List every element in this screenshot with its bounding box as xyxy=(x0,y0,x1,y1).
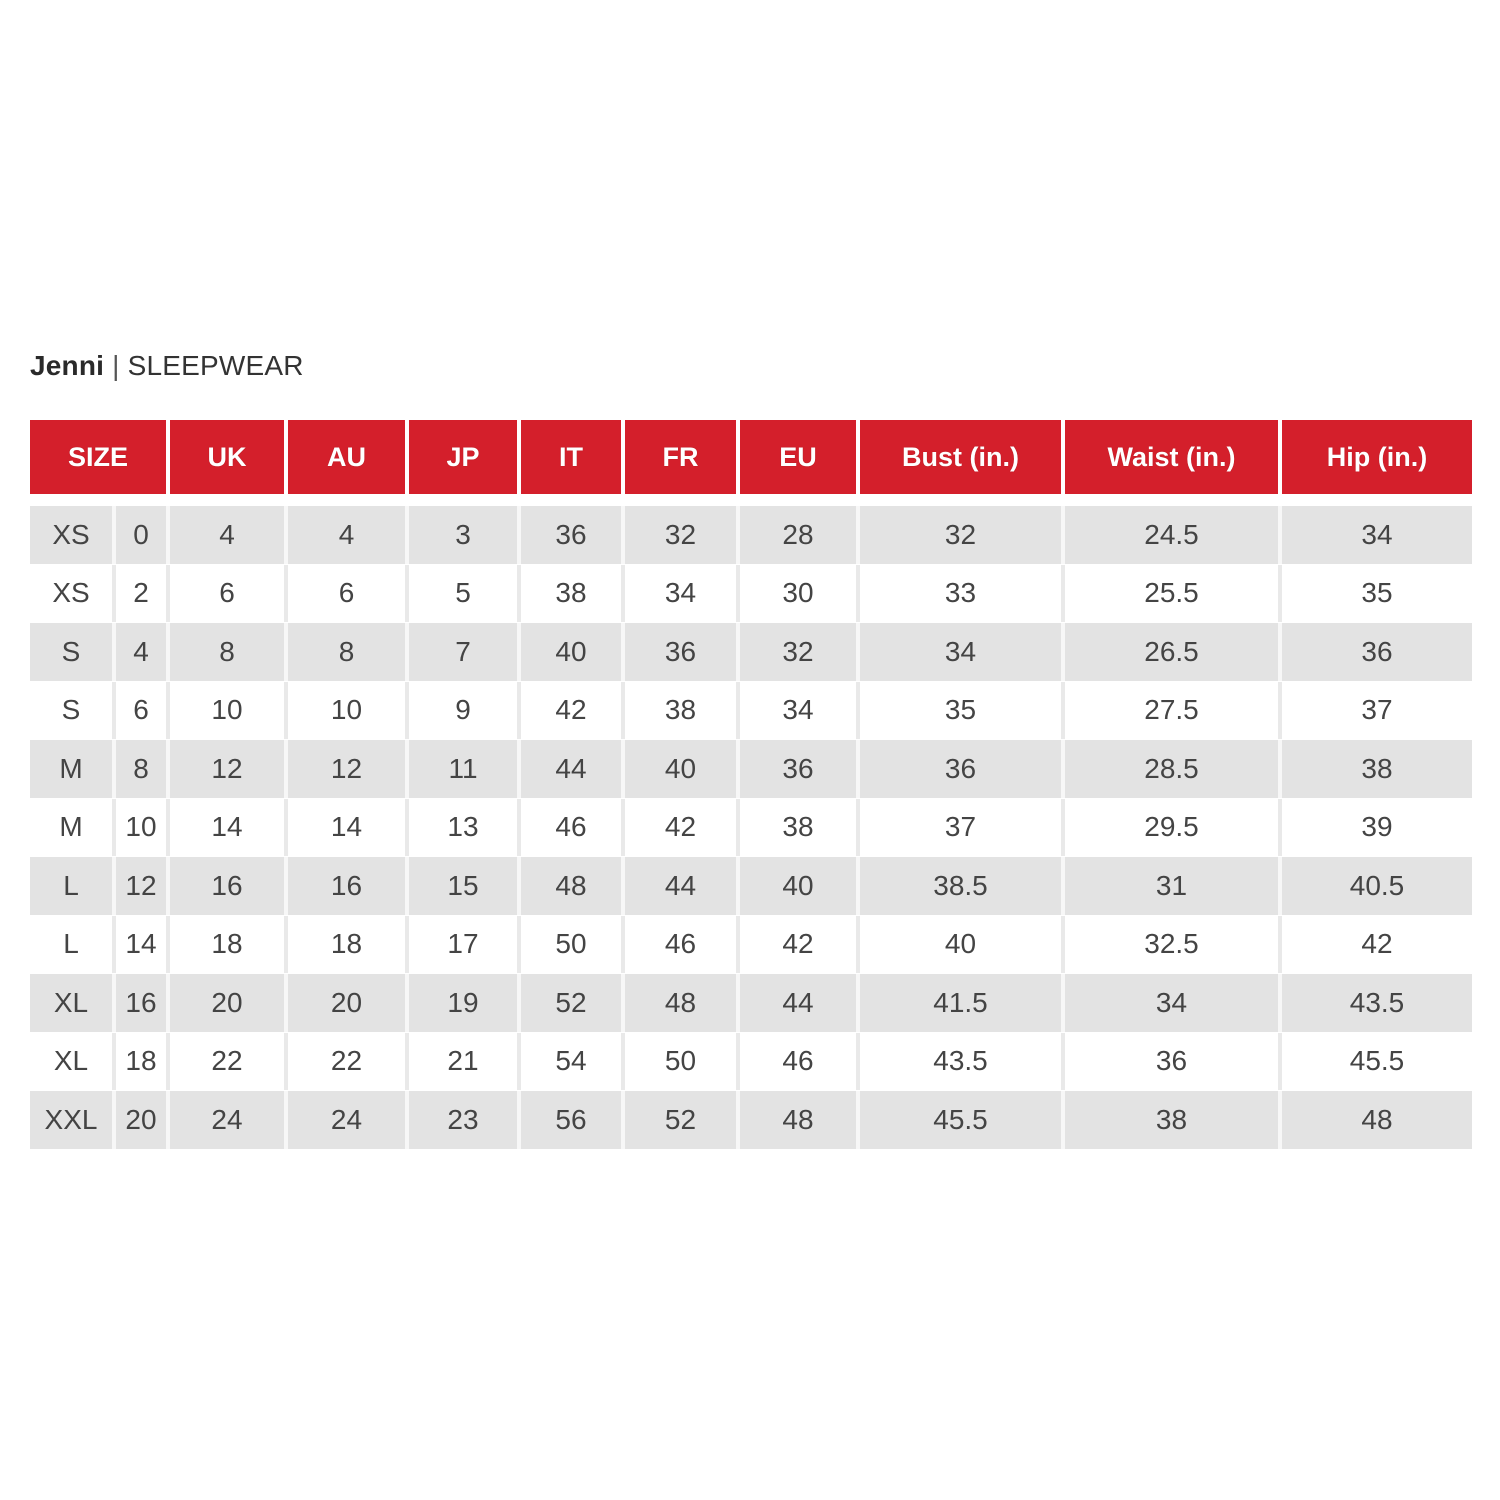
hip-cell: 48 xyxy=(1361,1103,1393,1135)
eu-cell: 48 xyxy=(740,1091,860,1149)
us-size-cell: 6 xyxy=(116,682,170,740)
header-eu: EU xyxy=(740,420,860,494)
header-bust: Bust (in.) xyxy=(860,420,1065,494)
waist-cell: 38 xyxy=(1065,1091,1282,1149)
uk-cell: 20 xyxy=(170,974,288,1032)
size-letter-cell: XL xyxy=(30,974,116,1032)
header-uk: UK xyxy=(170,420,288,494)
hip-cell: 34 xyxy=(1361,518,1393,550)
table-body xyxy=(30,506,1472,1150)
hip-cell: 36 xyxy=(1361,635,1393,667)
fr-cell: 44 xyxy=(625,857,740,915)
hip-cell: 37 xyxy=(1361,694,1393,726)
au-cell: 10 xyxy=(288,682,409,740)
size-letter-cell: XL xyxy=(30,1033,116,1091)
eu-cell: 38 xyxy=(740,799,860,857)
hip-cell: 43.5 xyxy=(1349,986,1405,1018)
uk-cell: 12 xyxy=(170,740,288,798)
hip-cell: 45.5 xyxy=(1349,1045,1405,1077)
us-size-cell: 12 xyxy=(116,857,170,915)
eu-cell: 36 xyxy=(740,740,860,798)
eu-cell: 44 xyxy=(740,974,860,1032)
us-size-cell: 14 xyxy=(116,916,170,974)
eu-cell: 42 xyxy=(740,916,860,974)
au-cell: 14 xyxy=(288,799,409,857)
hip-cell: 38 xyxy=(1361,752,1393,784)
header-row xyxy=(30,420,1472,494)
table-row xyxy=(30,740,1472,799)
fr-cell: 50 xyxy=(625,1033,740,1091)
jp-cell: 15 xyxy=(409,857,521,915)
eu-cell: 30 xyxy=(740,565,860,623)
bust-cell: 45.5 xyxy=(860,1091,1065,1149)
jp-cell: 23 xyxy=(409,1091,521,1149)
size-letter-cell: M xyxy=(30,740,116,798)
header-au: AU xyxy=(288,420,409,494)
jp-cell: 17 xyxy=(409,916,521,974)
table-row xyxy=(30,565,1472,624)
bust-cell: 32 xyxy=(860,506,1065,564)
header-it: IT xyxy=(521,420,625,494)
size-letter-cell: S xyxy=(30,623,116,681)
uk-cell: 4 xyxy=(170,506,288,564)
table-row xyxy=(30,1091,1472,1150)
jp-cell: 13 xyxy=(409,799,521,857)
jp-cell: 5 xyxy=(409,565,521,623)
header-jp: JP xyxy=(409,420,521,494)
fr-cell: 40 xyxy=(625,740,740,798)
it-cell: 50 xyxy=(521,916,625,974)
size-letter-cell: XXL xyxy=(30,1091,116,1149)
bust-cell: 40 xyxy=(860,916,1065,974)
au-cell: 12 xyxy=(288,740,409,798)
hip-cell: 35 xyxy=(1361,577,1393,609)
header-fr: FR xyxy=(625,420,740,494)
fr-cell: 32 xyxy=(625,506,740,564)
bust-cell: 41.5 xyxy=(860,974,1065,1032)
uk-cell: 22 xyxy=(170,1033,288,1091)
header-gap xyxy=(30,494,1472,506)
au-cell: 22 xyxy=(288,1033,409,1091)
bust-cell: 33 xyxy=(860,565,1065,623)
size-letter-cell: S xyxy=(30,682,116,740)
waist-cell: 29.5 xyxy=(1065,799,1282,857)
uk-cell: 14 xyxy=(170,799,288,857)
uk-cell: 8 xyxy=(170,623,288,681)
bust-cell: 38.5 xyxy=(860,857,1065,915)
header-size: SIZE xyxy=(30,420,170,494)
fr-cell: 38 xyxy=(625,682,740,740)
table-row xyxy=(30,916,1472,975)
eu-cell: 28 xyxy=(740,506,860,564)
eu-cell: 40 xyxy=(740,857,860,915)
hip-cell: 42 xyxy=(1361,928,1393,960)
jp-cell: 19 xyxy=(409,974,521,1032)
jp-cell: 3 xyxy=(409,506,521,564)
it-cell: 56 xyxy=(521,1091,625,1149)
header-waist: Waist (in.) xyxy=(1065,420,1282,494)
jp-cell: 7 xyxy=(409,623,521,681)
size-letter-cell: XS xyxy=(30,565,116,623)
waist-cell: 28.5 xyxy=(1065,740,1282,798)
size-letter-cell: M xyxy=(30,799,116,857)
au-cell: 18 xyxy=(288,916,409,974)
title-separator: | xyxy=(112,350,120,381)
jp-cell: 21 xyxy=(409,1033,521,1091)
eu-cell: 32 xyxy=(740,623,860,681)
it-cell: 46 xyxy=(521,799,625,857)
au-cell: 6 xyxy=(288,565,409,623)
bust-cell: 43.5 xyxy=(860,1033,1065,1091)
waist-cell: 24.5 xyxy=(1065,506,1282,564)
table-row xyxy=(30,623,1472,682)
waist-cell: 26.5 xyxy=(1065,623,1282,681)
bust-cell: 36 xyxy=(860,740,1065,798)
it-cell: 42 xyxy=(521,682,625,740)
jp-cell: 11 xyxy=(409,740,521,798)
fr-cell: 42 xyxy=(625,799,740,857)
table-row xyxy=(30,799,1472,858)
fr-cell: 34 xyxy=(625,565,740,623)
bust-cell: 37 xyxy=(860,799,1065,857)
us-size-cell: 20 xyxy=(116,1091,170,1149)
size-letter-cell: L xyxy=(30,857,116,915)
hip-cell: 40.5 xyxy=(1349,869,1405,901)
it-cell: 54 xyxy=(521,1033,625,1091)
us-size-cell: 2 xyxy=(116,565,170,623)
au-cell: 16 xyxy=(288,857,409,915)
waist-cell: 25.5 xyxy=(1065,565,1282,623)
waist-cell: 31 xyxy=(1065,857,1282,915)
uk-cell: 6 xyxy=(170,565,288,623)
au-cell: 8 xyxy=(288,623,409,681)
size-letter-cell: XS xyxy=(30,506,116,564)
chart-title xyxy=(30,350,304,382)
size-letter-cell: L xyxy=(30,916,116,974)
us-size-cell: 10 xyxy=(116,799,170,857)
it-cell: 40 xyxy=(521,623,625,681)
it-cell: 48 xyxy=(521,857,625,915)
uk-cell: 16 xyxy=(170,857,288,915)
eu-cell: 34 xyxy=(740,682,860,740)
waist-cell: 36 xyxy=(1065,1033,1282,1091)
it-cell: 44 xyxy=(521,740,625,798)
brand-name: Jenni xyxy=(30,350,105,381)
us-size-cell: 0 xyxy=(116,506,170,564)
fr-cell: 36 xyxy=(625,623,740,681)
waist-cell: 32.5 xyxy=(1065,916,1282,974)
us-size-cell: 4 xyxy=(116,623,170,681)
au-cell: 4 xyxy=(288,506,409,564)
us-size-cell: 8 xyxy=(116,740,170,798)
table-row xyxy=(30,1033,1472,1092)
waist-cell: 34 xyxy=(1065,974,1282,1032)
table-row xyxy=(30,506,1472,565)
jp-cell: 9 xyxy=(409,682,521,740)
table-row xyxy=(30,682,1472,741)
uk-cell: 18 xyxy=(170,916,288,974)
us-size-cell: 16 xyxy=(116,974,170,1032)
it-cell: 52 xyxy=(521,974,625,1032)
uk-cell: 10 xyxy=(170,682,288,740)
table-row xyxy=(30,974,1472,1033)
au-cell: 20 xyxy=(288,974,409,1032)
fr-cell: 52 xyxy=(625,1091,740,1149)
table-row xyxy=(30,857,1472,916)
eu-cell: 46 xyxy=(740,1033,860,1091)
header-hip: Hip (in.) xyxy=(1282,420,1472,494)
uk-cell: 24 xyxy=(170,1091,288,1149)
category-name: SLEEPWEAR xyxy=(127,350,304,381)
hip-cell: 39 xyxy=(1361,811,1393,843)
bust-cell: 34 xyxy=(860,623,1065,681)
waist-cell: 27.5 xyxy=(1065,682,1282,740)
size-chart-table xyxy=(30,420,1472,1150)
fr-cell: 48 xyxy=(625,974,740,1032)
bust-cell: 35 xyxy=(860,682,1065,740)
fr-cell: 46 xyxy=(625,916,740,974)
us-size-cell: 18 xyxy=(116,1033,170,1091)
it-cell: 36 xyxy=(521,506,625,564)
au-cell: 24 xyxy=(288,1091,409,1149)
it-cell: 38 xyxy=(521,565,625,623)
